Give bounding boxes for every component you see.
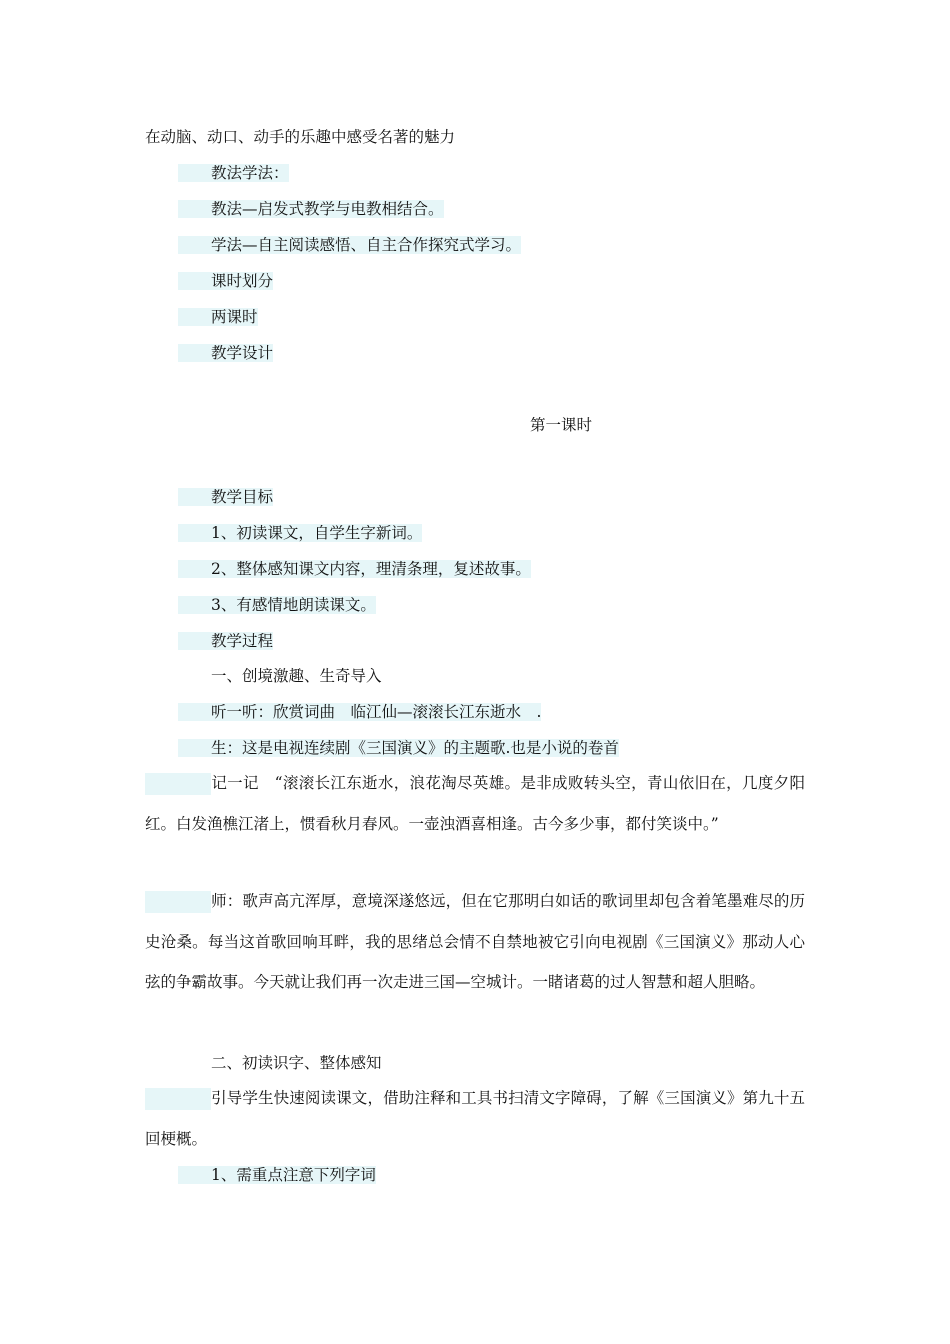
text-line xyxy=(178,486,273,508)
paragraph-text: 记一记 “滚滚长江东逝水，浪花淘尽英雄。是非成败转头空，青山依旧在，几度夕阳红。白发渔樵江渚上，惯看秋月春风。一壶浊酒喜相逢。古今多少事，都付笑谈中。” xyxy=(145,774,805,833)
line-text: 教法学法： xyxy=(178,164,289,182)
text-line xyxy=(145,126,455,148)
line-text: 教学过程 xyxy=(178,632,273,650)
indent-highlight xyxy=(145,773,178,795)
text-line xyxy=(178,630,273,652)
text-line xyxy=(178,198,444,220)
text-line xyxy=(178,162,289,184)
paragraph-text: 引导学生快速阅读课文，借助注释和工具书扫清文字障碍，了解《三国演义》第九十五回梗概。 xyxy=(145,1089,805,1148)
line-text: 课时划分 xyxy=(178,272,273,290)
text-line xyxy=(178,1164,376,1186)
text-line xyxy=(178,522,422,544)
line-text: 2、整体感知课文内容，理清条理，复述故事。 xyxy=(178,560,531,578)
indent-highlight xyxy=(178,773,211,795)
paragraph xyxy=(145,763,805,844)
text-line xyxy=(178,594,376,616)
line-text: 1、需重点注意下列字词 xyxy=(178,1166,376,1184)
section-heading xyxy=(178,414,592,436)
line-text: 听一听：欣赏词曲 临江仙—滚滚长江东逝水 . xyxy=(178,703,541,721)
line-text: 教学设计 xyxy=(178,344,273,362)
line-text: 在动脑、动口、动手的乐趣中感受名著的魅力 xyxy=(145,128,456,146)
text-line xyxy=(178,234,521,256)
line-text: 生：这是电视连续剧《三国演义》的主题歌.也是小说的卷首 xyxy=(178,739,619,757)
indent-highlight xyxy=(178,1088,211,1110)
text-line xyxy=(211,665,382,687)
text-line xyxy=(178,342,273,364)
text-line xyxy=(178,701,541,723)
indent-highlight xyxy=(178,891,211,913)
line-text: 1、初读课文，自学生字新词。 xyxy=(178,524,422,542)
paragraph-text: 师：歌声高亢浑厚，意境深遂悠远，但在它那明白如话的歌词里却包含着笔墨难尽的历史沧桑。每当这首歌回响耳畔，我的思绪总会情不自禁地被它引向电视剧《三国演义》那动人心弦的争霸故事。今天就让我们再一次走进三国—空城计。一睹诸葛的过人智慧和超人胆略。 xyxy=(145,892,805,991)
indent-highlight xyxy=(145,1088,178,1110)
paragraph xyxy=(145,1078,805,1159)
text-line xyxy=(178,737,619,759)
line-text: 教法—启发式教学与电教相结合。 xyxy=(178,200,444,218)
text-line xyxy=(178,558,531,580)
text-line xyxy=(178,306,258,328)
indent-highlight xyxy=(145,891,178,913)
line-text: 3、有感情地朗读课文。 xyxy=(178,596,376,614)
line-text: 学法—自主阅读感悟、自主合作探究式学习。 xyxy=(178,236,521,254)
line-text: 教学目标 xyxy=(178,488,273,506)
paragraph xyxy=(145,881,805,1003)
text-line xyxy=(178,270,273,292)
line-text: 二、初读识字、整体感知 xyxy=(211,1054,382,1072)
text-line xyxy=(211,1052,382,1074)
line-text: 两课时 xyxy=(178,308,258,326)
line-text: 一、创境激趣、生奇导入 xyxy=(211,667,382,685)
heading-text: 第一课时 xyxy=(530,416,593,434)
